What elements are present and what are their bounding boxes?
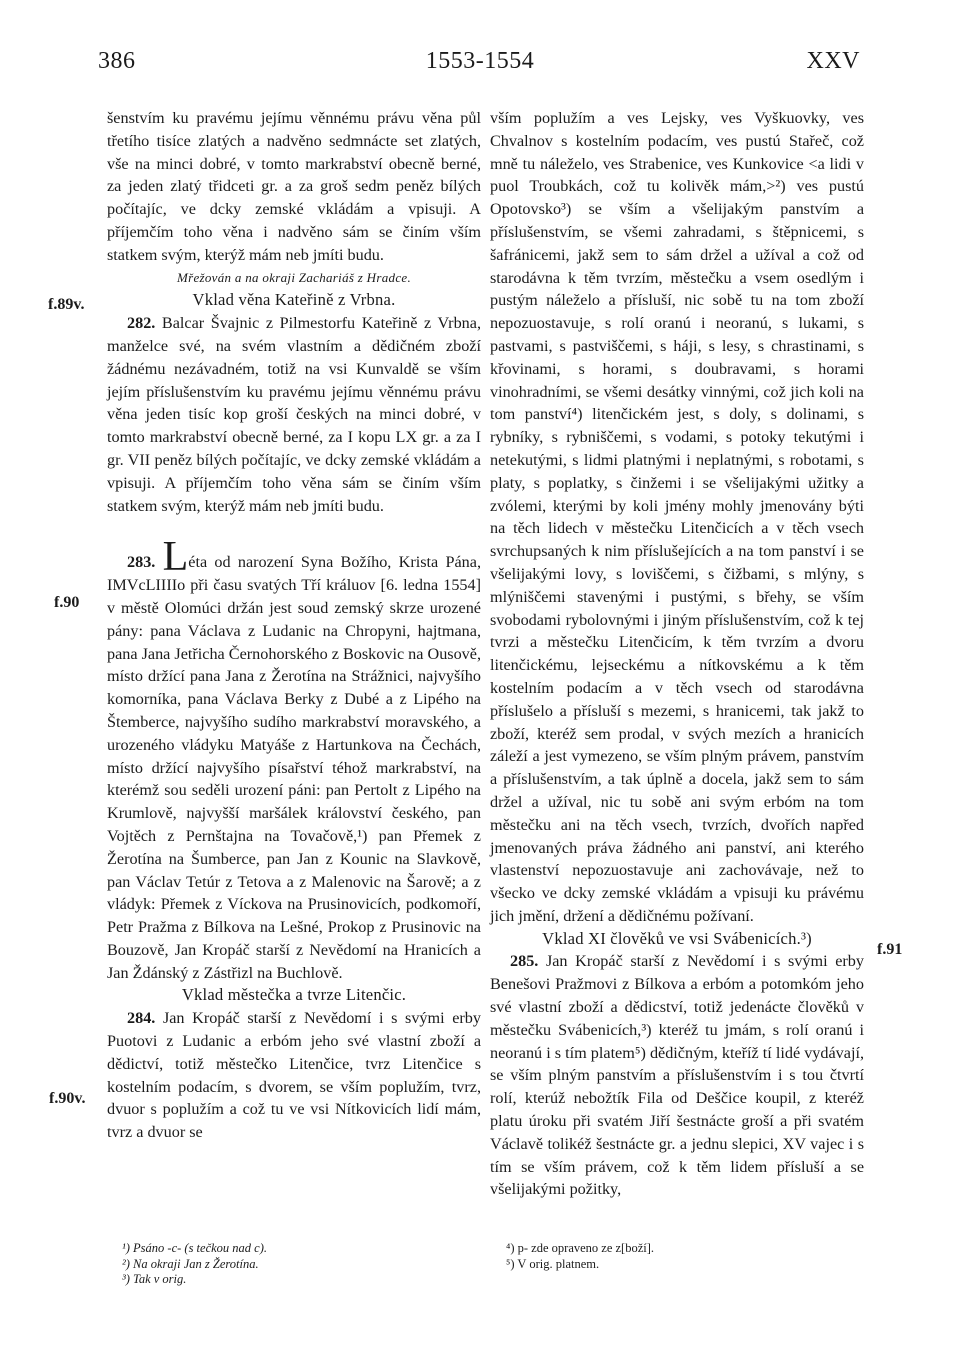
- entry-text: Balcar Švajnic z Pilmestorfu Kateřině z Vrbna, manželce své, na svém vlastním a dědičném zboží žádnému nezávadném, totiž na vsi Kunvaldě se vším jejím příslušenstvím ku pravému jejímu věnnému právu věna jeden tisíc kop groší českých na minci dobré, v tomto markrabství obecně berné, za I kopu LX gr. a za I gr. VII peněz bílých počítajíc, ve dcky zemské vkládám a vpisuji. A příjemčím toho věna sám se činím vším statkem svým, kterýž mám neb jmíti budu.: [107, 314, 481, 515]
- entry-heading: Vklad XI člověků ve vsi Svábenicích.³): [542, 928, 812, 948]
- entry-text: Jan Kropáč starší z Nevědomí i s svými erby Puotovi z Ludanic a erbóm jeho své vlastní zboží a dědictví, totiž městečko Litenčice, tvrz Litenčice s kostelním podacím, s dvorem, se vším poplužím, tvrz, dvuor s poplužím a což tu ve vsi Nítkovicích lidí mám, tvrz a dvuor se: [107, 1009, 481, 1142]
- left-column: [107, 107, 481, 1144]
- entry-heading: Vklad městečka a tvrze Litenčic.: [181, 985, 407, 1005]
- entry-text: éta od narození Syna Božího, Krista Pána, IMVcLIIIIo při času svatých Tří králuov [6. ledna 1554] v městě Olomúci držán jest soud zemský skrze urozené pány: pana Václava z Ludanic na Chropyni, hajtmana, pana Jana Jetřicha Černohorského z Boskovic na Ousově, místo držící pana Jana z Žerotína na Strážnici, najvyšího komorníka, pana Václava Berky z Dubé a z Lipého na Štemberce, najvyšího sudího markrabství moravského, a urozeného vládyku Matyáše z Hartunkova na Čechách, místo držící najvyšího písařství téhož markrabství, na kterémž sou seděli urození páni: pan Pertolt z Lipého na Krumlově, najvyšší maršálek království českého, pan Vojtěch z Pernštajna na Tovačově,¹) pan Přemek z Žerotína na Šumberce, pan Jan z Kounic na Slavkově, pan Václav Tetúr z Tetova a z Malenovic na Šarově; a z vládyk: Přemek z Víckova na Prusinovicích, podkomoří, Petr Pražma z Bílkova na Lešné, Prokop z Prusinovic na Bouzově, Jan Kropáč starší z Nevědomí na Hranicích a Jan Ždánský z Zástřizl na Buchlově.: [107, 553, 482, 982]
- footnote: ¹) Psáno -c- (s tečkou nad c).: [122, 1241, 268, 1255]
- footnotes-left: [122, 1241, 462, 1288]
- entry-number: 285.: [510, 952, 539, 971]
- footnote: ⁴) p- zde opraveno ze z[boží].: [506, 1241, 655, 1255]
- entry-282: [107, 312, 481, 517]
- footnotes-right: [506, 1241, 846, 1272]
- margin-folio-90v: f.90v.: [49, 1090, 86, 1107]
- editorial-note: Mřežován a na okraji Zachariáš z Hradce.: [176, 269, 412, 285]
- paragraph-continuation: vším poplužím a ves Lejsky, ves Vyškuovky, ves Chvalnov s kostelním podacím, ves pustú Stařeč, což mně tu náleželo, ves Strabenice, ves Kunkovice <a lidi v puol Troubkách, což tu kolivěk mám,>²) ves pustú Opotovsko³) se vším a všelijakým panstvím a příslušenstvím, se všemi zahradami, s štěpnicemi, s šafránicemi, jakž sem to sám držel a užíval a což od starodávna k těm tvrzím, městečku a vsem osedlým i pustým náleželo a přísluší, nic sobě tu na tom zboží nepozuostavuje, s rolí oranú i neoranú, s lukami, s pastvami, s pastviščemi, s háji, s lesy, s chrastinami, s křovinami, s horami, s doubravami, s horami vinohradními, se všemi desátky vinnými, což jich koli na tom panství⁴) litenčickém jest, s doly, s dolinami, s rybníky, s rybniščemi, s vodami, s potoky tekutými i netekutými, s lidmi platnými i neplatnými, s robotami, s platy, s poplatky, s činžemi i se všelijakými užitky a zvólemi, kterými by koli jmény mohly jmenovány býti na těch lidech v městečku Litenčicích a v těch vsech svrchupsaných k nim příslušejících a na tom panství i se všelijakými lovy, s loviščemi, s čižbami, s mlýny, s mlýniščemi stavenými i pustými, s břehy, se vším svobodami rybolovnými i jiným příslušenstvím, což k tej tvrzi a městečku Litenčicím, k těm tvrzím a dvoru litenčickému, lejseckému a nítkovskému a k těm kostelním podacím a v těch vsech od starodávna příslušelo a přísluší s mezemi, s hranicemi, tak jakž to zboží, kteréž sem prodal, v svých mezích a hranicích záleží a jest vymezeno, se vším plným právem, panstvím a příslušenstvím, a tak úplně a docela, jakž sem to sám držel a užíval, nic tu sobě ani svým erbóm na tom městečku ani na těch vsech, tvrzích, dvořích napřed jmenovaných práva žádného ani panství, ani kterého vlastenství nepozuostavuje ani zachovávaje, než to všecko ve dcky zemské vkládám a vpisuji ku právému jich jmění, držení a dědičnému požívaní.: [490, 109, 864, 925]
- footnote: ²) Na okraji Jan z Žerotína.: [122, 1256, 259, 1271]
- entry-number: 282.: [127, 314, 156, 333]
- section-roman-numeral: XXV: [806, 48, 860, 74]
- entry-text: Jan Kropáč starší z Nevědomí i s svými erby Benešovi Pražmovi z Bílkova a erbóm a potomkóm jeho své vlastní zboží a dědicství, totiž jedenácte člověků v městečku Svábenicích,³) kteréž tu jmám, s rolí oranú i neoranú i s tím platem⁵) dědičným, kteříž tí lidé vydávají, se vším plným panstvím a příslušenstvím i s tou čtvrtí rolí, kterúž nebožtík Fila od Deščice koupil, z kteréž platu úroku při svatém Jiří šestnácte groší a při svatém Václavě tolikéž šestnácte gr. a jednu slepici, XV vajec i s tím se vším právem, což k těm lidem přísluší a se všelijakými požitky,: [490, 952, 864, 1199]
- footnote: ³) Tak v orig.: [122, 1272, 187, 1286]
- entry-number: 283.: [127, 553, 156, 572]
- page-number: 386: [98, 48, 136, 74]
- margin-folio-89v: f.89v.: [48, 296, 85, 313]
- entry-285: [490, 950, 864, 1201]
- right-column: [490, 107, 864, 1201]
- running-title-years: 1553-1554: [425, 48, 535, 74]
- margin-folio-91: f.91: [877, 941, 903, 958]
- drop-initial: L: [162, 534, 189, 581]
- entry-number: 284.: [127, 1009, 156, 1028]
- page-header: [0, 48, 960, 84]
- margin-folio-90: f.90: [54, 594, 80, 611]
- paragraph-continuation: šenstvím ku pravému jejímu věnnému právu věna půl třetího tisíce zlatých a nadvěno sedmnácte set zlatých, vše na minci dobré, v tomto markrabství obecně berné, za jeden zlatý třidceti gr. a za groš sedm peněz bílých počítajíc, ve dcky zemské vkládám a vpisuji. A příjemčím toho věna i nadvěno sám se činím vším statkem svým, kterýž mám neb jmíti budu.: [107, 109, 481, 264]
- entry-heading: Vklad věna Kateřině z Vrbna.: [192, 290, 396, 310]
- entry-284: [107, 1007, 481, 1144]
- entry-283: [107, 534, 482, 984]
- footnote: ⁵) V orig. platnem.: [506, 1256, 600, 1271]
